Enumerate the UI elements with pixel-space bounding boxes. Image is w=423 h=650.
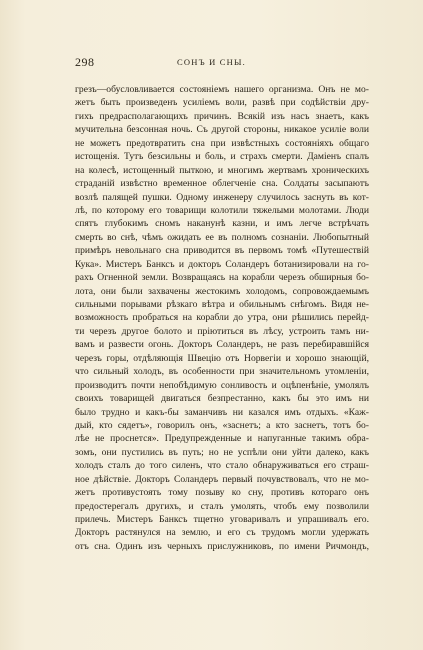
text-line: примѣръ невольнаго сна приводится въ первомъ томѣ «Путешествiй bbox=[75, 245, 369, 257]
text-line: было трудно и какъ-бы заманчивъ ни казался имъ отдыхъ. «Каж- bbox=[75, 406, 369, 418]
text-line: лота, они были захвачены жестокимъ холодомъ, сопровождаемымъ bbox=[75, 285, 369, 297]
text-line: сильными порывами рѣзкаго вѣтра и обильнымъ снѣгомъ. Видя не- bbox=[75, 299, 369, 310]
text-line: черезъ горы, отдѣляющiя Швецiю отъ Норвегiи и хорошо знающiй, bbox=[75, 352, 369, 364]
running-title: СОНЪ И СНЫ. bbox=[177, 57, 246, 67]
text-line: что сильный холодъ, въ особенности при значительномъ утомленiи, bbox=[75, 366, 369, 378]
text-line: мучительна безсонная ночь. Съ другой стороны, никакое усилiе воли bbox=[75, 124, 369, 136]
text-line: производитъ почти непобѣдимую сонливость и оцѣпенѣнiе, умолялъ bbox=[75, 379, 369, 391]
text-line: смерть во снѣ, чѣмъ ожидать ее въ полномъ сознанiи. Любопытный bbox=[75, 231, 369, 243]
text-line: лѣ, по которому его товарищи колотили тяжелыми молотами. Люди bbox=[75, 204, 369, 216]
text-line: лѣе не проснется». Предупрежденные и напуганные такимъ обра- bbox=[75, 433, 369, 445]
text-line: вамъ и развести огонь. Докторъ Соландеръ, не разъ перебиравшiйся bbox=[75, 339, 369, 351]
text-line: гихъ предрасполагающихъ причинъ. Всякiй изъ насъ знаетъ, какъ bbox=[75, 110, 369, 122]
text-line: холодъ сталъ до того силенъ, что стало обнаруживаться его страш- bbox=[75, 460, 369, 472]
text-line: ти черезъ другое болото и прiютиться въ лѣсу, устроить тамъ ни- bbox=[75, 325, 369, 337]
page-number: 298 bbox=[75, 55, 95, 69]
text-line: грезъ—обусловливается состоянiемъ нашего организма. Онъ не мо- bbox=[75, 84, 369, 95]
text-line: зомъ, они пустились въ путь; но не успѣли они уйти далеко, какъ bbox=[75, 446, 369, 458]
text-line: ное дѣйствiе. Докторъ Соландеръ первый почувствовалъ, что не мо- bbox=[75, 473, 369, 485]
text-line: страданiй извѣстно временное облегченiе сна. Солдаты засыпаютъ bbox=[75, 178, 369, 190]
text-line: возможность пробраться на корабли до утра, они рѣшились перейд- bbox=[75, 312, 369, 324]
text-line: жетъ быть произведенъ усилiемъ воли, развѣ при содѣйствiи дру- bbox=[75, 97, 369, 109]
text-line: на колесѣ, истощенный пыткою, и многимъ жертвамъ хроническихъ bbox=[75, 164, 369, 176]
text-line: возлѣ палящей пушки. Одному инженеру случилось заснуть въ кот- bbox=[75, 191, 369, 203]
text-line: прилечь. Мистеръ Банксъ тщетно уговаривалъ и упрашивалъ его. bbox=[75, 514, 369, 525]
text-line: спятъ глубокимъ сномъ наканунѣ казни, и имъ легче встрѣчать bbox=[75, 218, 369, 230]
text-line: рахъ Огненной земли. Возвращаясь на корабли черезъ обширныя бо- bbox=[75, 272, 369, 284]
text-line: отъ сна. Одинъ изъ черныхъ прислужниковъ, по имени Ричмондъ, bbox=[75, 540, 369, 552]
text-line: предостерегалъ другихъ, и сталъ умолять, чтобъ ему позволили bbox=[75, 500, 369, 512]
text-line: своихъ товарищей двигаться безпрестанно, какъ бы это имъ ни bbox=[75, 393, 369, 405]
text-line: не можетъ предотвратить сна при извѣстныхъ состоянiяхъ общаго bbox=[75, 137, 369, 149]
text-line: истощенiя. Тутъ безсильны и боль, и страхъ смерти. Дамiенъ спалъ bbox=[75, 151, 369, 163]
text-line: дый, кто сядетъ», говорилъ онъ, «заснетъ; а кто заснетъ, тотъ бо- bbox=[75, 419, 369, 431]
text-line: Кука». Мистеръ Банксъ и докторъ Соландеръ ботанизировали на го- bbox=[75, 258, 369, 270]
body-text bbox=[75, 83, 369, 553]
text-line: Докторъ растянулся на землю, и его съ трудомъ могли удержать bbox=[75, 527, 369, 539]
text-line: жетъ противустоять тому позыву ко сну, противъ котораго онъ bbox=[75, 487, 369, 499]
